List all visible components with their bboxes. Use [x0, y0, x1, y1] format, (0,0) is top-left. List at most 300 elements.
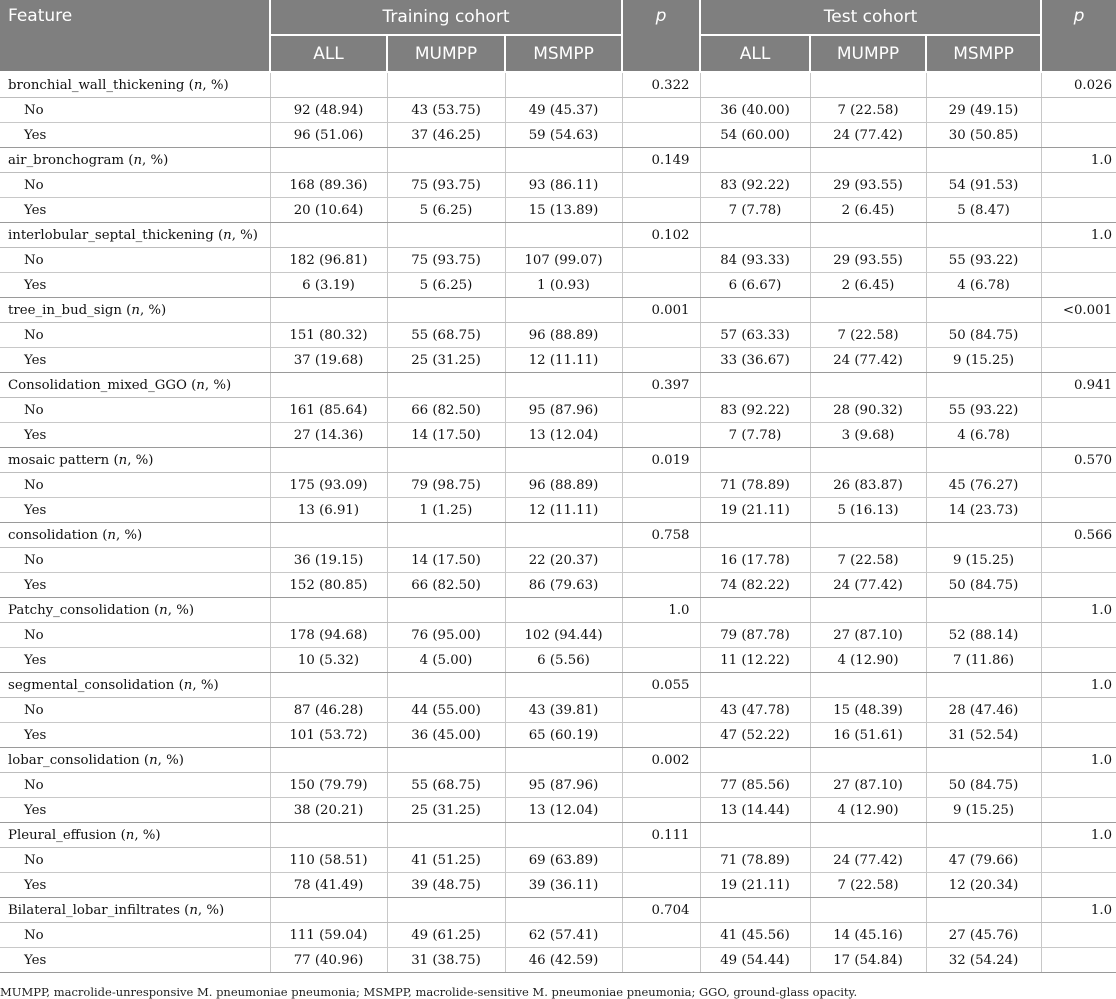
empty-cell: [505, 148, 622, 173]
empty-cell: [810, 598, 926, 623]
empty-cell: [622, 198, 700, 223]
feature-suffix-open: (: [97, 527, 108, 543]
empty-cell: [622, 248, 700, 273]
empty-cell: [622, 723, 700, 748]
p-value-test: 1.0: [1041, 148, 1116, 173]
value-cell: 86 (79.63): [505, 573, 622, 598]
empty-cell: [622, 773, 700, 798]
value-cell: 96 (88.89): [505, 323, 622, 348]
value-cell: 29 (93.55): [810, 248, 926, 273]
empty-cell: [810, 823, 926, 848]
empty-cell: [270, 673, 387, 698]
empty-cell: [622, 348, 700, 373]
feature-name: bronchial_wall_thickening: [8, 77, 185, 93]
empty-cell: [622, 123, 700, 148]
value-cell: 45 (76.27): [926, 473, 1041, 498]
value-cell: 12 (20.34): [926, 873, 1041, 898]
feature-label: [0, 148, 270, 173]
p-value-training: 0.704: [622, 898, 700, 923]
value-cell: 11 (12.22): [700, 648, 810, 673]
value-cell: 10 (5.32): [270, 648, 387, 673]
empty-cell: [700, 673, 810, 698]
value-cell: 87 (46.28): [270, 698, 387, 723]
value-cell: 7 (22.58): [810, 873, 926, 898]
feature-name: consolidation: [8, 527, 98, 543]
no-row: [0, 398, 1116, 423]
value-cell: 24 (77.42): [810, 573, 926, 598]
value-cell: 16 (51.61): [810, 723, 926, 748]
value-cell: 59 (54.63): [505, 123, 622, 148]
feature-row: [0, 598, 1116, 623]
value-cell: 71 (78.89): [700, 473, 810, 498]
header-p-training: p: [622, 0, 700, 72]
empty-cell: [926, 148, 1041, 173]
value-cell: 83 (92.22): [700, 398, 810, 423]
empty-cell: [1041, 723, 1116, 748]
feature-name: air_bronchogram: [8, 152, 125, 168]
feature-n: n: [193, 77, 203, 93]
empty-cell: [387, 298, 505, 323]
empty-cell: [622, 623, 700, 648]
value-cell: 20 (10.64): [270, 198, 387, 223]
feature-label: [0, 898, 270, 923]
empty-cell: [926, 748, 1041, 773]
yes-row: [0, 273, 1116, 298]
no-row: [0, 848, 1116, 873]
value-cell: 47 (52.22): [700, 723, 810, 748]
value-cell: 47 (79.66): [926, 848, 1041, 873]
empty-cell: [810, 148, 926, 173]
empty-cell: [926, 898, 1041, 923]
value-cell: 41 (45.56): [700, 923, 810, 948]
value-cell: 54 (60.00): [700, 123, 810, 148]
empty-cell: [387, 748, 505, 773]
header-test-mumpp: MUMPP: [810, 35, 926, 72]
empty-cell: [622, 423, 700, 448]
empty-cell: [700, 148, 810, 173]
value-cell: 74 (82.22): [700, 573, 810, 598]
empty-cell: [810, 748, 926, 773]
empty-cell: [270, 373, 387, 398]
empty-cell: [622, 873, 700, 898]
no-label: No: [0, 173, 270, 198]
feature-label: [0, 823, 270, 848]
empty-cell: [1041, 348, 1116, 373]
empty-cell: [505, 298, 622, 323]
empty-cell: [1041, 923, 1116, 948]
header-test-msmpp: MSMPP: [926, 35, 1041, 72]
feature-label: [0, 673, 270, 698]
empty-cell: [700, 748, 810, 773]
empty-cell: [387, 72, 505, 98]
value-cell: 12 (11.11): [505, 348, 622, 373]
value-cell: 39 (48.75): [387, 873, 505, 898]
empty-cell: [387, 373, 505, 398]
value-cell: 79 (98.75): [387, 473, 505, 498]
empty-cell: [926, 298, 1041, 323]
value-cell: 7 (22.58): [810, 323, 926, 348]
feature-n: n: [189, 902, 198, 918]
feature-name: tree_in_bud_sign: [8, 302, 122, 318]
yes-label: Yes: [0, 948, 270, 973]
feature-n: n: [196, 377, 205, 393]
value-cell: 77 (85.56): [700, 773, 810, 798]
feature-suffix-pct: , %): [204, 377, 232, 393]
empty-cell: [622, 698, 700, 723]
no-row: [0, 248, 1116, 273]
value-cell: 6 (3.19): [270, 273, 387, 298]
empty-cell: [505, 72, 622, 98]
feature-label: [0, 448, 270, 473]
empty-cell: [700, 448, 810, 473]
empty-cell: [387, 673, 505, 698]
feature-n: n: [149, 752, 158, 768]
feature-n: n: [159, 602, 168, 618]
value-cell: 4 (5.00): [387, 648, 505, 673]
value-cell: 27 (87.10): [810, 773, 926, 798]
empty-cell: [1041, 873, 1116, 898]
feature-suffix-open: (: [184, 77, 194, 93]
value-cell: 37 (19.68): [270, 348, 387, 373]
value-cell: 77 (40.96): [270, 948, 387, 973]
feature-n: n: [118, 452, 128, 468]
empty-cell: [505, 673, 622, 698]
no-label: No: [0, 323, 270, 348]
p-value-training: 0.111: [622, 823, 700, 848]
empty-cell: [505, 523, 622, 548]
value-cell: 27 (14.36): [270, 423, 387, 448]
no-row: [0, 698, 1116, 723]
empty-cell: [926, 598, 1041, 623]
header-training-cohort: Training cohort: [270, 0, 622, 35]
feature-name: interlobular_septal_thickening: [8, 227, 214, 243]
yes-row: [0, 573, 1116, 598]
value-cell: 52 (88.14): [926, 623, 1041, 648]
p-value-test: 1.0: [1041, 898, 1116, 923]
empty-cell: [387, 148, 505, 173]
value-cell: 2 (6.45): [810, 273, 926, 298]
value-cell: 46 (42.59): [505, 948, 622, 973]
p-value-training: 0.001: [622, 298, 700, 323]
value-cell: 7 (7.78): [700, 198, 810, 223]
empty-cell: [1041, 848, 1116, 873]
feature-row: [0, 898, 1116, 923]
no-label: No: [0, 923, 270, 948]
empty-cell: [270, 223, 387, 248]
empty-cell: [700, 898, 810, 923]
empty-cell: [700, 298, 810, 323]
value-cell: 50 (84.75): [926, 323, 1041, 348]
value-cell: 9 (15.25): [926, 348, 1041, 373]
yes-row: [0, 348, 1116, 373]
feature-suffix-pct: , %): [139, 302, 167, 318]
empty-cell: [387, 598, 505, 623]
value-cell: 14 (45.16): [810, 923, 926, 948]
empty-cell: [700, 72, 810, 98]
no-label: No: [0, 698, 270, 723]
empty-cell: [700, 223, 810, 248]
value-cell: 43 (53.75): [387, 98, 505, 123]
empty-cell: [926, 373, 1041, 398]
feature-row: [0, 223, 1116, 248]
value-cell: 5 (8.47): [926, 198, 1041, 223]
feature-row: [0, 72, 1116, 98]
empty-cell: [700, 373, 810, 398]
empty-cell: [622, 323, 700, 348]
empty-cell: [1041, 798, 1116, 823]
yes-row: [0, 648, 1116, 673]
empty-cell: [1041, 98, 1116, 123]
value-cell: 168 (89.36): [270, 173, 387, 198]
empty-cell: [1041, 248, 1116, 273]
value-cell: 19 (21.11): [700, 498, 810, 523]
p-value-training: 0.055: [622, 673, 700, 698]
p-value-training: 1.0: [622, 598, 700, 623]
header-train-all: ALL: [270, 35, 387, 72]
empty-cell: [700, 823, 810, 848]
yes-row: [0, 948, 1116, 973]
empty-cell: [387, 823, 505, 848]
empty-cell: [387, 523, 505, 548]
value-cell: 13 (12.04): [505, 798, 622, 823]
value-cell: 55 (68.75): [387, 323, 505, 348]
header-p-test: p: [1041, 0, 1116, 72]
p-value-test: 0.566: [1041, 523, 1116, 548]
value-cell: 62 (57.41): [505, 923, 622, 948]
feature-suffix-open: (: [109, 452, 119, 468]
value-cell: 17 (54.84): [810, 948, 926, 973]
empty-cell: [270, 823, 387, 848]
empty-cell: [1041, 573, 1116, 598]
value-cell: 24 (77.42): [810, 348, 926, 373]
value-cell: 66 (82.50): [387, 398, 505, 423]
empty-cell: [810, 523, 926, 548]
yes-label: Yes: [0, 423, 270, 448]
table-header: [0, 0, 1116, 72]
empty-cell: [622, 923, 700, 948]
value-cell: 83 (92.22): [700, 173, 810, 198]
p-value-test: 1.0: [1041, 223, 1116, 248]
yes-label: Yes: [0, 348, 270, 373]
empty-cell: [270, 298, 387, 323]
empty-cell: [810, 72, 926, 98]
yes-label: Yes: [0, 573, 270, 598]
empty-cell: [926, 823, 1041, 848]
empty-cell: [622, 498, 700, 523]
value-cell: 29 (49.15): [926, 98, 1041, 123]
p-value-test: 0.026: [1041, 72, 1116, 98]
header-feature: Feature: [0, 0, 270, 72]
feature-suffix-pct: , %): [202, 77, 229, 93]
empty-cell: [1041, 948, 1116, 973]
yes-label: Yes: [0, 498, 270, 523]
header-train-msmpp: MSMPP: [505, 35, 622, 72]
empty-cell: [505, 748, 622, 773]
value-cell: 55 (93.22): [926, 248, 1041, 273]
empty-cell: [622, 473, 700, 498]
empty-cell: [1041, 623, 1116, 648]
feature-label: [0, 598, 270, 623]
value-cell: 24 (77.42): [810, 123, 926, 148]
empty-cell: [505, 598, 622, 623]
feature-name: Bilateral_lobar_infiltrates: [8, 902, 180, 918]
empty-cell: [270, 898, 387, 923]
empty-cell: [1041, 323, 1116, 348]
empty-cell: [505, 448, 622, 473]
value-cell: 14 (17.50): [387, 548, 505, 573]
table-body: [0, 72, 1116, 973]
feature-suffix-pct: , %): [157, 752, 184, 768]
header-test-all: ALL: [700, 35, 810, 72]
value-cell: 49 (61.25): [387, 923, 505, 948]
empty-cell: [810, 223, 926, 248]
p-value-test: 1.0: [1041, 823, 1116, 848]
value-cell: 38 (20.21): [270, 798, 387, 823]
value-cell: 7 (7.78): [700, 423, 810, 448]
value-cell: 9 (15.25): [926, 548, 1041, 573]
feature-suffix-pct: , %): [142, 152, 169, 168]
empty-cell: [622, 173, 700, 198]
value-cell: 57 (63.33): [700, 323, 810, 348]
p-value-training: 0.758: [622, 523, 700, 548]
value-cell: 4 (6.78): [926, 273, 1041, 298]
feature-name: segmental_consolidation: [8, 677, 175, 693]
value-cell: 15 (13.89): [505, 198, 622, 223]
value-cell: 75 (93.75): [387, 173, 505, 198]
no-label: No: [0, 473, 270, 498]
value-cell: 13 (14.44): [700, 798, 810, 823]
empty-cell: [387, 223, 505, 248]
feature-suffix-open: (: [139, 752, 150, 768]
feature-row: [0, 523, 1116, 548]
empty-cell: [622, 573, 700, 598]
no-row: [0, 323, 1116, 348]
value-cell: 66 (82.50): [387, 573, 505, 598]
feature-n: n: [133, 152, 143, 168]
value-cell: 102 (94.44): [505, 623, 622, 648]
yes-label: Yes: [0, 798, 270, 823]
value-cell: 5 (16.13): [810, 498, 926, 523]
yes-label: Yes: [0, 873, 270, 898]
value-cell: 175 (93.09): [270, 473, 387, 498]
p-value-training: 0.102: [622, 223, 700, 248]
header-train-mumpp: MUMPP: [387, 35, 505, 72]
value-cell: 12 (11.11): [505, 498, 622, 523]
value-cell: 50 (84.75): [926, 573, 1041, 598]
value-cell: 150 (79.79): [270, 773, 387, 798]
empty-cell: [622, 648, 700, 673]
feature-n: n: [107, 527, 116, 543]
p-value-test: <0.001: [1041, 298, 1116, 323]
empty-cell: [505, 223, 622, 248]
no-label: No: [0, 548, 270, 573]
value-cell: 13 (12.04): [505, 423, 622, 448]
value-cell: 25 (31.25): [387, 798, 505, 823]
feature-suffix-pct: , %): [192, 677, 219, 693]
empty-cell: [1041, 473, 1116, 498]
empty-cell: [1041, 198, 1116, 223]
value-cell: 7 (11.86): [926, 648, 1041, 673]
value-cell: 84 (93.33): [700, 248, 810, 273]
feature-suffix-pct: , %): [115, 527, 143, 543]
p-value-training: 0.149: [622, 148, 700, 173]
no-row: [0, 773, 1116, 798]
feature-row: [0, 298, 1116, 323]
empty-cell: [622, 98, 700, 123]
no-row: [0, 473, 1116, 498]
feature-suffix-open: (: [213, 227, 224, 243]
value-cell: 4 (6.78): [926, 423, 1041, 448]
feature-row: [0, 148, 1116, 173]
value-cell: 75 (93.75): [387, 248, 505, 273]
empty-cell: [926, 448, 1041, 473]
value-cell: 19 (21.11): [700, 873, 810, 898]
value-cell: 49 (54.44): [700, 948, 810, 973]
feature-suffix-pct: , %): [231, 227, 258, 243]
p-value-test: 0.570: [1041, 448, 1116, 473]
value-cell: 13 (6.91): [270, 498, 387, 523]
empty-cell: [622, 798, 700, 823]
no-row: [0, 548, 1116, 573]
feature-suffix-open: (: [186, 377, 197, 393]
value-cell: 26 (83.87): [810, 473, 926, 498]
value-cell: 79 (87.78): [700, 623, 810, 648]
feature-suffix-pct: , %): [134, 827, 161, 843]
empty-cell: [1041, 423, 1116, 448]
value-cell: 28 (47.46): [926, 698, 1041, 723]
yes-row: [0, 798, 1116, 823]
empty-cell: [505, 373, 622, 398]
feature-suffix-pct: , %): [167, 602, 195, 618]
empty-cell: [810, 298, 926, 323]
value-cell: 161 (85.64): [270, 398, 387, 423]
p-value-test: 1.0: [1041, 673, 1116, 698]
feature-label: [0, 523, 270, 548]
yes-row: [0, 123, 1116, 148]
feature-label: [0, 298, 270, 323]
feature-suffix-open: (: [149, 602, 160, 618]
no-row: [0, 173, 1116, 198]
yes-label: Yes: [0, 648, 270, 673]
value-cell: 5 (6.25): [387, 273, 505, 298]
feature-n: n: [223, 227, 232, 243]
value-cell: 31 (38.75): [387, 948, 505, 973]
empty-cell: [622, 398, 700, 423]
value-cell: 5 (6.25): [387, 198, 505, 223]
feature-row: [0, 373, 1116, 398]
empty-cell: [270, 448, 387, 473]
empty-cell: [505, 898, 622, 923]
p-value-test: 0.941: [1041, 373, 1116, 398]
empty-cell: [1041, 773, 1116, 798]
value-cell: 28 (90.32): [810, 398, 926, 423]
value-cell: 14 (23.73): [926, 498, 1041, 523]
empty-cell: [270, 598, 387, 623]
value-cell: 95 (87.96): [505, 773, 622, 798]
feature-suffix-open: (: [116, 827, 126, 843]
value-cell: 93 (86.11): [505, 173, 622, 198]
feature-n: n: [125, 827, 135, 843]
no-row: [0, 98, 1116, 123]
empty-cell: [810, 373, 926, 398]
value-cell: 65 (60.19): [505, 723, 622, 748]
feature-n: n: [183, 677, 193, 693]
value-cell: 152 (80.85): [270, 573, 387, 598]
value-cell: 44 (55.00): [387, 698, 505, 723]
value-cell: 6 (6.67): [700, 273, 810, 298]
feature-row: [0, 748, 1116, 773]
empty-cell: [1041, 398, 1116, 423]
